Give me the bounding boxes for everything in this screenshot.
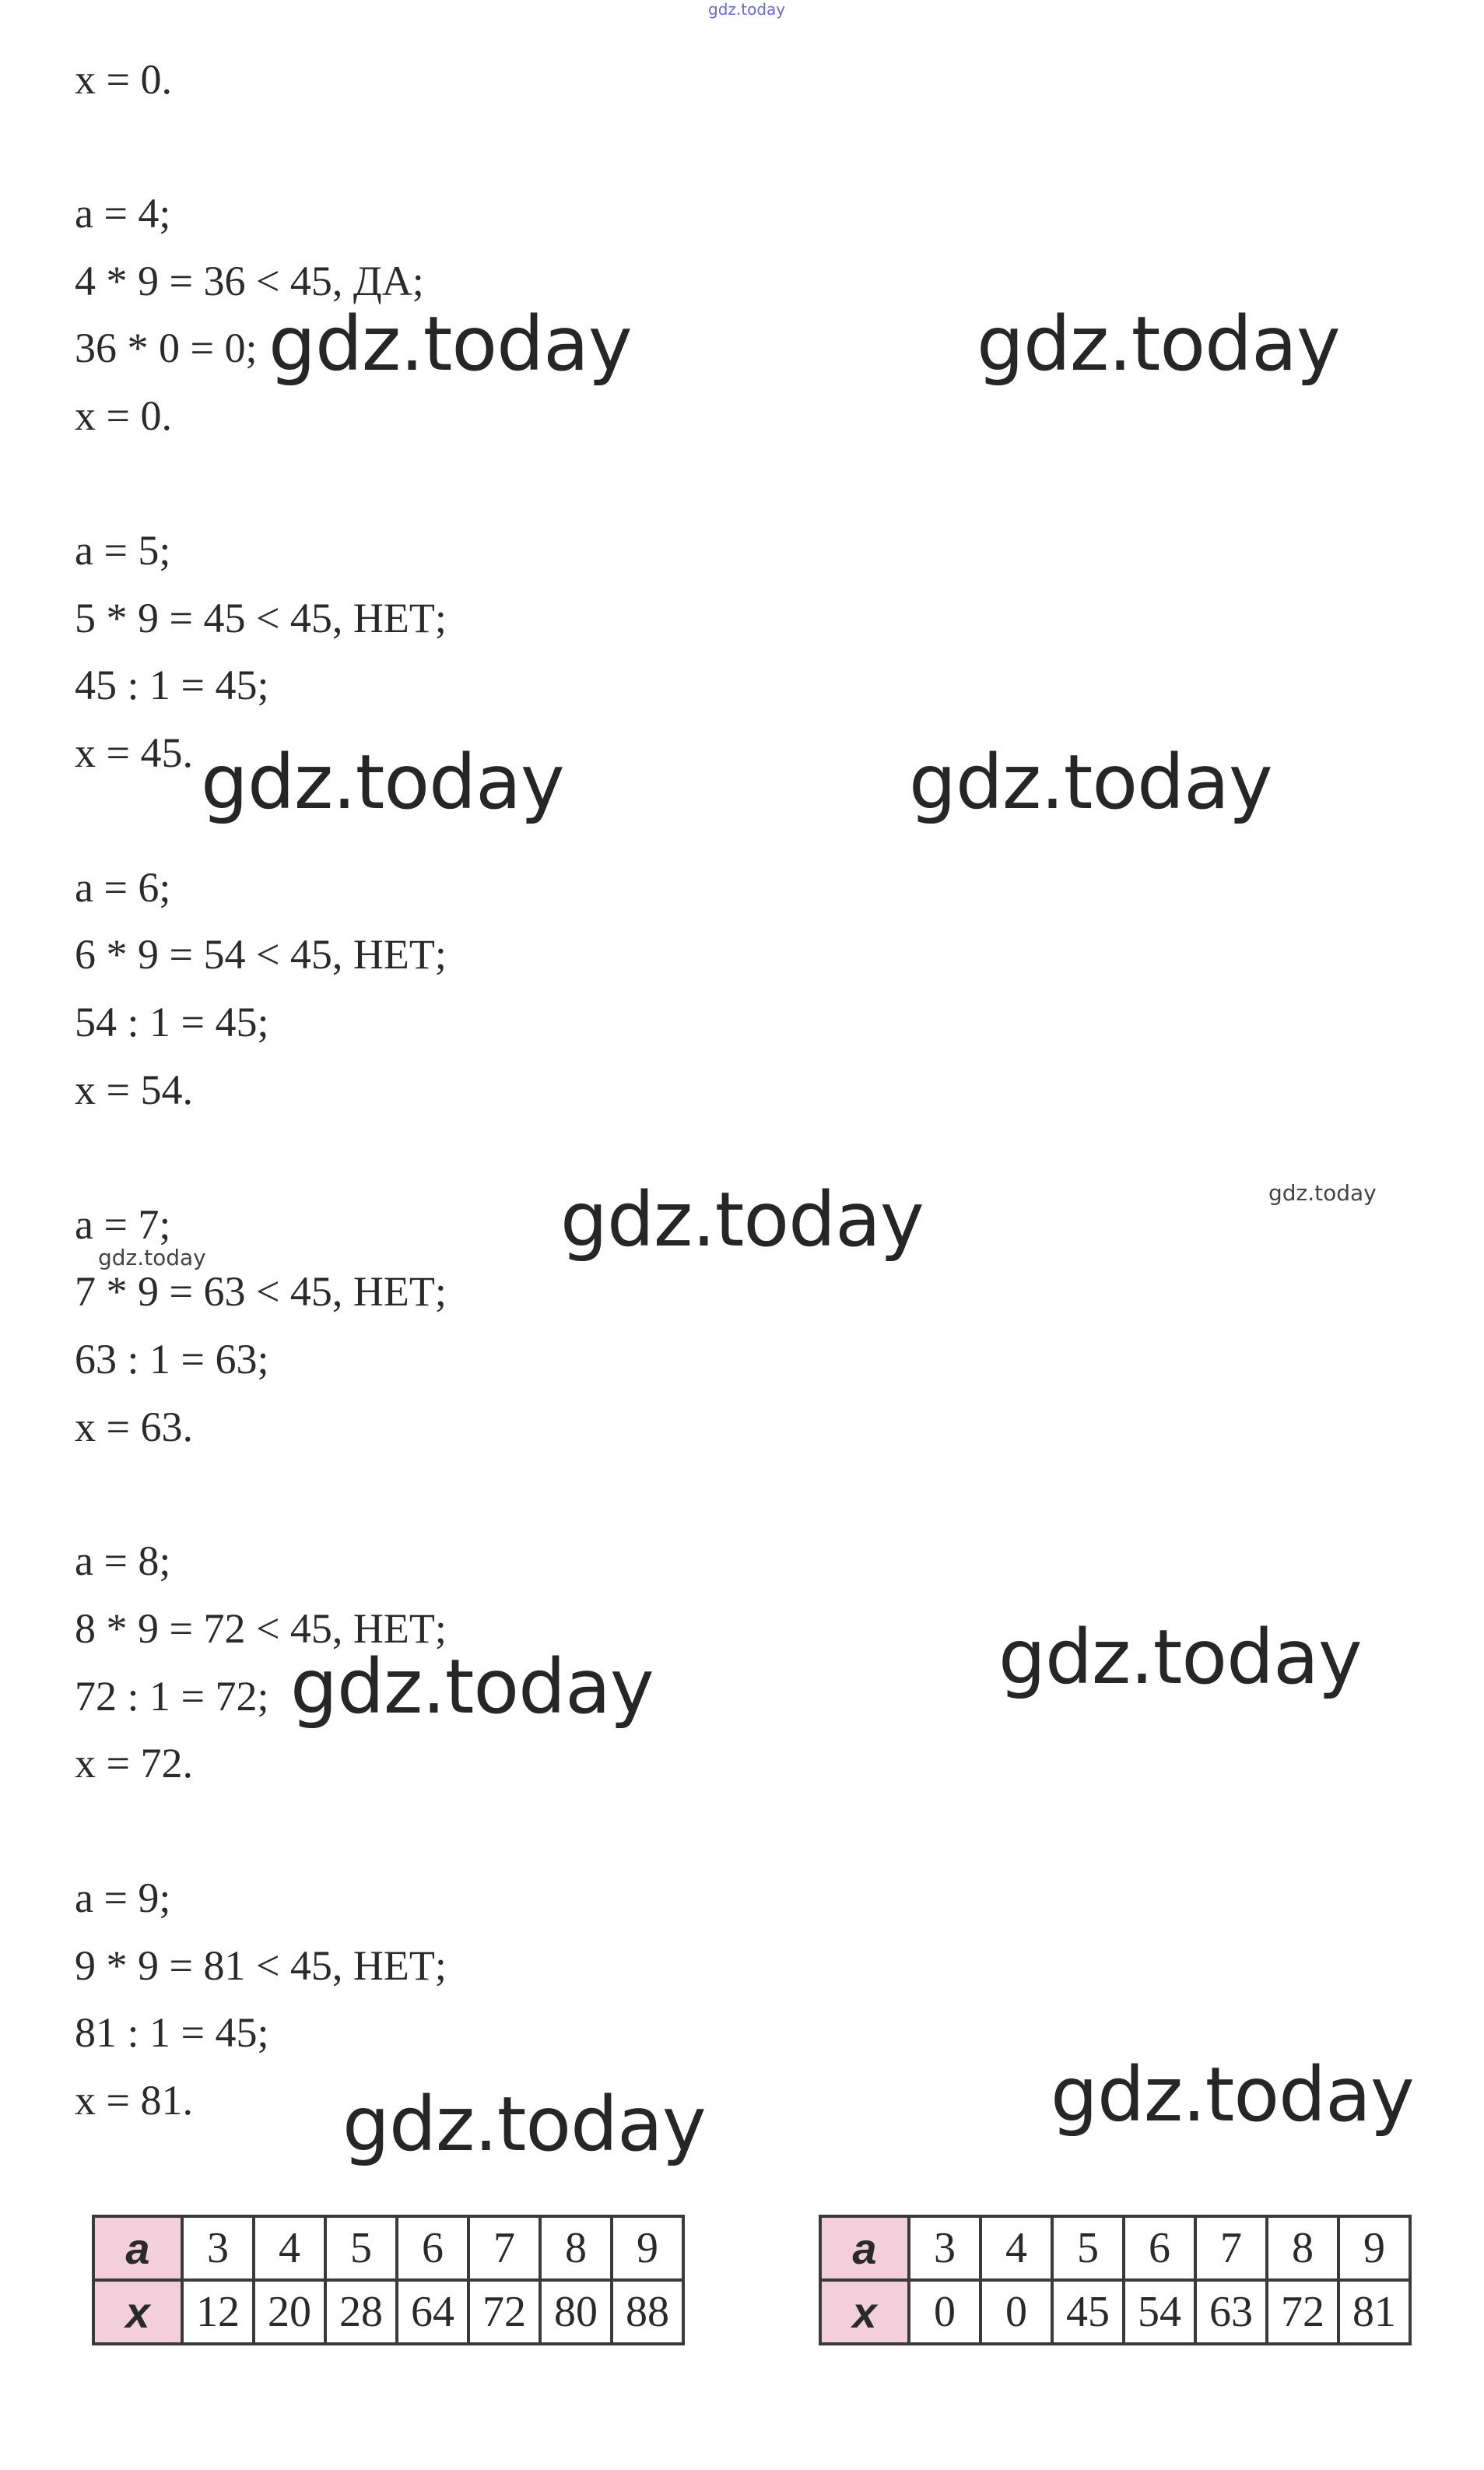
watermark: gdz.today — [977, 300, 1340, 388]
value-table-left — [92, 2215, 685, 2345]
table-row-a — [93, 2216, 683, 2280]
table-cell: 72 — [468, 2280, 540, 2344]
table-cell: 3 — [182, 2216, 254, 2280]
table-cell: 0 — [981, 2280, 1052, 2344]
solution-line: x = 63. — [75, 1404, 193, 1450]
watermark: gdz.today — [560, 1176, 924, 1263]
table-cell: 63 — [1195, 2280, 1267, 2344]
table-cell: 3 — [909, 2216, 981, 2280]
watermark: gdz.today — [998, 1614, 1362, 1701]
small-watermark: gdz.today — [1268, 1180, 1377, 1206]
table-cell: 9 — [612, 2216, 683, 2280]
table-cell: 5 — [325, 2216, 397, 2280]
solution-line: 54 : 1 = 45; — [75, 999, 269, 1045]
row-a-label: a — [820, 2216, 909, 2280]
table-cell: 88 — [612, 2280, 683, 2344]
table-row-x — [93, 2280, 683, 2344]
solution-line: 36 * 0 = 0; — [75, 325, 258, 371]
watermark: gdz.today — [268, 300, 632, 388]
solution-line: a = 4; — [75, 190, 171, 237]
solution-line: 8 * 9 = 72 < 45, НЕТ; — [75, 1605, 447, 1652]
table-cell: 0 — [909, 2280, 981, 2344]
solution-line: x = 72. — [75, 1740, 193, 1787]
table-cell: 6 — [1124, 2216, 1195, 2280]
table-cell: 9 — [1338, 2216, 1410, 2280]
solution-line: a = 7; — [75, 1201, 171, 1248]
table-row-x — [820, 2280, 1410, 2344]
table-cell: 8 — [540, 2216, 612, 2280]
table-cell: 28 — [325, 2280, 397, 2344]
table-cell: 81 — [1338, 2280, 1410, 2344]
table-cell: 7 — [468, 2216, 540, 2280]
solution-line: x = 45. — [75, 729, 193, 776]
row-a-label: a — [93, 2216, 182, 2280]
solution-line: x = 81. — [75, 2077, 193, 2124]
solution-line: 45 : 1 = 45; — [75, 662, 269, 708]
table-row-a — [820, 2216, 1410, 2280]
solution-line: 4 * 9 = 36 < 45, ДА; — [75, 258, 424, 304]
table-cell: 7 — [1195, 2216, 1267, 2280]
table-cell: 20 — [254, 2280, 325, 2344]
table-cell: 64 — [397, 2280, 468, 2344]
solution-line: 7 * 9 = 63 < 45, НЕТ; — [75, 1268, 447, 1315]
table-cell: 8 — [1267, 2216, 1338, 2280]
small-watermark: gdz.today — [98, 1245, 206, 1270]
solution-line: a = 5; — [75, 527, 171, 574]
solution-line: 6 * 9 = 54 < 45, НЕТ; — [75, 931, 447, 978]
table-cell: 54 — [1124, 2280, 1195, 2344]
table-cell: 4 — [254, 2216, 325, 2280]
table-cell: 45 — [1052, 2280, 1124, 2344]
watermark: gdz.today — [1051, 2051, 1414, 2138]
watermark: gdz.today — [342, 2081, 706, 2168]
table-cell: 12 — [182, 2280, 254, 2344]
solution-line: 5 * 9 = 45 < 45, НЕТ; — [75, 595, 447, 641]
watermark: gdz.today — [290, 1643, 654, 1730]
solution-line: x = 0. — [75, 392, 172, 439]
header-watermark: gdz.today — [708, 0, 786, 19]
solution-line: a = 6; — [75, 864, 171, 911]
table-cell: 72 — [1267, 2280, 1338, 2344]
solution-line: x = 0. — [75, 56, 172, 103]
solution-line: 81 : 1 = 45; — [75, 2009, 269, 2056]
solution-line: x = 54. — [75, 1066, 193, 1113]
table-cell: 4 — [981, 2216, 1052, 2280]
row-x-label: x — [820, 2280, 909, 2344]
table-cell: 80 — [540, 2280, 612, 2344]
solution-line: 72 : 1 = 72; — [75, 1673, 269, 1720]
solution-line: 9 * 9 = 81 < 45, НЕТ; — [75, 1942, 447, 1989]
solution-line: a = 8; — [75, 1537, 171, 1584]
solution-line: a = 9; — [75, 1874, 171, 1921]
row-x-label: x — [93, 2280, 182, 2344]
value-table-right — [819, 2215, 1412, 2345]
table-cell: 6 — [397, 2216, 468, 2280]
table-cell: 5 — [1052, 2216, 1124, 2280]
watermark: gdz.today — [909, 739, 1272, 826]
watermark: gdz.today — [201, 739, 564, 826]
solution-line: 63 : 1 = 63; — [75, 1336, 269, 1383]
